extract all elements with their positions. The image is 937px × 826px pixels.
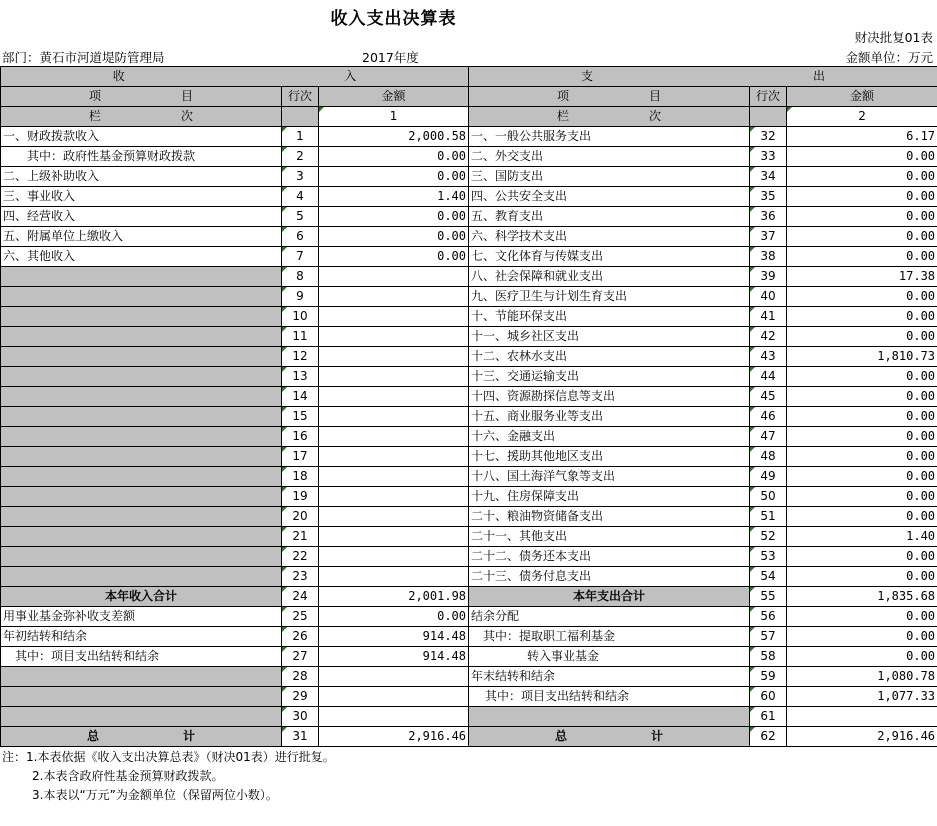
income-amount	[319, 327, 469, 347]
income-amount	[319, 687, 469, 707]
income-amount: 0.00	[319, 207, 469, 227]
income-amount: 0.00	[319, 167, 469, 187]
income-total-label-right: 计	[182, 729, 195, 743]
income-line-no: 17	[282, 447, 319, 467]
income-item-label: 六、其他收入	[1, 247, 282, 267]
expense-item-label: 七、文化体育与传媒支出	[469, 247, 750, 267]
expense-subtotal-label: 本年支出合计	[469, 587, 750, 607]
table-row	[1, 647, 937, 667]
income-amount: 914.48	[319, 627, 469, 647]
expense-item-label: 十、节能环保支出	[469, 307, 750, 327]
income-item-label	[1, 547, 282, 567]
expense-amount: 6.17	[787, 127, 937, 147]
income-section-header	[1, 67, 469, 87]
expense-amount: 0.00	[787, 247, 937, 267]
table-row	[1, 467, 937, 487]
expense-item-label: 二十一、其他支出	[469, 527, 750, 547]
expense-line-no: 51	[750, 507, 787, 527]
table-row	[1, 447, 937, 467]
table-row	[1, 267, 937, 287]
expense-amount: 1,080.78	[787, 667, 937, 687]
table-row	[1, 567, 937, 587]
expense-item-label: 十一、城乡社区支出	[469, 327, 750, 347]
table-row	[1, 367, 937, 387]
income-line-no: 5	[282, 207, 319, 227]
expense-item-label: 二十二、债务还本支出	[469, 547, 750, 567]
income-amount: 0.00	[319, 607, 469, 627]
expense-line-no: 34	[750, 167, 787, 187]
income-item-label	[1, 467, 282, 487]
expense-amount: 2,916.46	[787, 727, 937, 747]
header-row-column-index	[1, 107, 937, 127]
table-row	[1, 667, 937, 687]
expense-amount: 0.00	[787, 367, 937, 387]
footnotes	[2, 748, 335, 805]
income-line-no: 31	[282, 727, 319, 747]
expense-line-no: 40	[750, 287, 787, 307]
income-item-label	[1, 667, 282, 687]
expense-item-label: 二十、粮油物资储备支出	[469, 507, 750, 527]
table-row	[1, 407, 937, 427]
expense-line-no: 48	[750, 447, 787, 467]
income-line-no: 28	[282, 667, 319, 687]
income-amount	[319, 407, 469, 427]
income-item-label	[1, 707, 282, 727]
expense-section-header	[469, 67, 937, 87]
table-row	[1, 227, 937, 247]
expense-line-no: 43	[750, 347, 787, 367]
income-item-label: 其中：政府性基金预算财政拨款	[1, 147, 282, 167]
table-row	[1, 187, 937, 207]
income-line-no: 14	[282, 387, 319, 407]
income-item-label	[1, 487, 282, 507]
income-total-label-left: 总	[87, 729, 100, 743]
table-row	[1, 687, 937, 707]
expense-amount: 0.00	[787, 447, 937, 467]
income-amount	[319, 547, 469, 567]
expense-amount: 0.00	[787, 507, 937, 527]
income-col-label	[1, 107, 282, 127]
expense-left-char: 支	[581, 69, 594, 83]
expense-right-char: 出	[813, 69, 826, 83]
income-col-left: 栏	[89, 109, 102, 123]
expense-amount: 0.00	[787, 567, 937, 587]
currency-unit: 金额单位：万元	[845, 50, 933, 65]
income-line-no: 10	[282, 307, 319, 327]
income-col-right: 次	[180, 109, 193, 123]
income-amount: 914.48	[319, 647, 469, 667]
expense-total-label	[469, 727, 750, 747]
table-row	[1, 427, 937, 447]
expense-item-label	[469, 707, 750, 727]
footnote-3: 3.本表以“万元”为金额单位（保留两位小数）。	[32, 788, 278, 802]
expense-item-label: 十五、商业服务业等支出	[469, 407, 750, 427]
income-amount: 0.00	[319, 247, 469, 267]
expense-total-label-left: 总	[555, 729, 568, 743]
income-amount	[319, 307, 469, 327]
expense-line-no: 59	[750, 667, 787, 687]
income-line-no: 26	[282, 627, 319, 647]
expense-col-left: 栏	[557, 109, 570, 123]
income-line-no: 6	[282, 227, 319, 247]
income-line-no: 19	[282, 487, 319, 507]
expense-item-label: 十九、住房保障支出	[469, 487, 750, 507]
income-amount	[319, 287, 469, 307]
income-amount-header: 金额	[319, 87, 469, 107]
income-item-label	[1, 347, 282, 367]
income-item-label	[1, 267, 282, 287]
income-line-no: 22	[282, 547, 319, 567]
expense-col-blank	[750, 107, 787, 127]
income-expense-table	[0, 66, 937, 747]
income-line-no: 21	[282, 527, 319, 547]
income-line-no: 12	[282, 347, 319, 367]
report-title: 收入支出决算表	[330, 9, 457, 29]
income-line-no: 3	[282, 167, 319, 187]
expense-amount: 0.00	[787, 147, 937, 167]
table-row	[1, 167, 937, 187]
income-item-label	[1, 427, 282, 447]
table-row	[1, 607, 937, 627]
income-line-no: 16	[282, 427, 319, 447]
expense-line-no: 53	[750, 547, 787, 567]
income-item-label	[1, 527, 282, 547]
expense-item-label: 十二、农林水支出	[469, 347, 750, 367]
expense-item-right: 目	[649, 89, 662, 103]
expense-line-no: 60	[750, 687, 787, 707]
income-subtotal-label: 本年收入合计	[1, 587, 282, 607]
expense-amount: 1,077.33	[787, 687, 937, 707]
expense-amount: 0.00	[787, 307, 937, 327]
expense-line-no: 47	[750, 427, 787, 447]
income-amount: 0.00	[319, 227, 469, 247]
income-amount: 2,000.58	[319, 127, 469, 147]
expense-amount: 0.00	[787, 227, 937, 247]
income-item-label	[1, 307, 282, 327]
expense-amount: 1,810.73	[787, 347, 937, 367]
income-item-label: 其中：项目支出结转和结余	[1, 647, 282, 667]
expense-item-label: 九、医疗卫生与计划生育支出	[469, 287, 750, 307]
income-item-label	[1, 507, 282, 527]
expense-line-no: 50	[750, 487, 787, 507]
income-line-no: 25	[282, 607, 319, 627]
table-row	[1, 247, 937, 267]
expense-line-no: 54	[750, 567, 787, 587]
income-amount	[319, 707, 469, 727]
expense-amount: 0.00	[787, 487, 937, 507]
footnote-2: 2.本表含政府性基金预算财政拨款。	[32, 769, 224, 783]
expense-amount: 0.00	[787, 167, 937, 187]
income-total-label	[1, 727, 282, 747]
income-item-label	[1, 367, 282, 387]
expense-item-label: 年末结转和结余	[469, 667, 750, 687]
expense-line-no: 61	[750, 707, 787, 727]
income-item-label	[1, 327, 282, 347]
income-item-label	[1, 687, 282, 707]
table-row	[1, 347, 937, 367]
income-item-label: 五、附属单位上缴收入	[1, 227, 282, 247]
income-left-char: 收	[112, 69, 125, 83]
subtotal-row	[1, 587, 937, 607]
expense-amount: 0.00	[787, 187, 937, 207]
income-col-blank	[282, 107, 319, 127]
income-col-index: 1	[319, 107, 469, 127]
expense-item-label: 五、教育支出	[469, 207, 750, 227]
expense-col-right: 次	[649, 109, 662, 123]
income-amount	[319, 527, 469, 547]
income-line-no: 23	[282, 567, 319, 587]
income-item-label: 三、事业收入	[1, 187, 282, 207]
expense-line-no: 44	[750, 367, 787, 387]
total-row	[1, 727, 937, 747]
income-amount	[319, 267, 469, 287]
fiscal-year: 2017年度	[362, 50, 419, 65]
income-item-label: 一、财政拨款收入	[1, 127, 282, 147]
expense-line-no: 32	[750, 127, 787, 147]
income-right-char: 入	[344, 69, 357, 83]
expense-item-label: 八、社会保障和就业支出	[469, 267, 750, 287]
expense-total-label-right: 计	[651, 729, 664, 743]
income-line-no: 20	[282, 507, 319, 527]
expense-amount: 0.00	[787, 427, 937, 447]
expense-line-no: 36	[750, 207, 787, 227]
income-amount	[319, 667, 469, 687]
expense-amount: 0.00	[787, 547, 937, 567]
expense-amount: 0.00	[787, 207, 937, 227]
income-amount	[319, 447, 469, 467]
table-row	[1, 547, 937, 567]
table-row	[1, 527, 937, 547]
expense-line-no: 49	[750, 467, 787, 487]
expense-item-label: 四、公共安全支出	[469, 187, 750, 207]
expense-amount: 1,835.68	[787, 587, 937, 607]
income-item-label: 二、上级补助收入	[1, 167, 282, 187]
expense-amount: 0.00	[787, 627, 937, 647]
income-line-no: 4	[282, 187, 319, 207]
income-item-label: 年初结转和结余	[1, 627, 282, 647]
income-item-label	[1, 567, 282, 587]
income-amount	[319, 367, 469, 387]
income-amount	[319, 467, 469, 487]
expense-line-no: 37	[750, 227, 787, 247]
income-amount	[319, 427, 469, 447]
header-row-columns	[1, 87, 937, 107]
income-line-no: 30	[282, 707, 319, 727]
table-row	[1, 327, 937, 347]
expense-amount	[787, 707, 937, 727]
expense-col-label	[469, 107, 750, 127]
expense-line-no: 35	[750, 187, 787, 207]
expense-item-label: 其中：提取职工福利基金	[469, 627, 750, 647]
table-row	[1, 307, 937, 327]
expense-item-label: 十八、国土海洋气象等支出	[469, 467, 750, 487]
table-row	[1, 207, 937, 227]
expense-item-label: 二、外交支出	[469, 147, 750, 167]
income-amount	[319, 387, 469, 407]
income-line-no: 13	[282, 367, 319, 387]
expense-item-label: 一、一般公共服务支出	[469, 127, 750, 147]
income-item-right: 目	[180, 89, 193, 103]
expense-line-no: 38	[750, 247, 787, 267]
income-line-no: 24	[282, 587, 319, 607]
income-item-label	[1, 447, 282, 467]
income-line-no: 11	[282, 327, 319, 347]
expense-line-no: 42	[750, 327, 787, 347]
table-row	[1, 627, 937, 647]
income-amount: 1.40	[319, 187, 469, 207]
income-amount	[319, 507, 469, 527]
income-line-no: 18	[282, 467, 319, 487]
expense-amount: 0.00	[787, 327, 937, 347]
expense-item-label: 六、科学技术支出	[469, 227, 750, 247]
table-row	[1, 287, 937, 307]
income-line-no: 15	[282, 407, 319, 427]
income-item-label: 用事业基金弥补收支差额	[1, 607, 282, 627]
expense-amount: 0.00	[787, 467, 937, 487]
table-row	[1, 487, 937, 507]
expense-line-no: 55	[750, 587, 787, 607]
income-line-no: 29	[282, 687, 319, 707]
income-item-label: 四、经营收入	[1, 207, 282, 227]
expense-line-no: 56	[750, 607, 787, 627]
expense-item-label: 十四、资源勘探信息等支出	[469, 387, 750, 407]
header-row-section	[1, 67, 937, 87]
form-code: 财决批复01表	[854, 30, 933, 45]
expense-item-left: 项	[557, 89, 570, 103]
income-line-no-header: 行次	[282, 87, 319, 107]
expense-line-no: 57	[750, 627, 787, 647]
income-line-no: 9	[282, 287, 319, 307]
expense-item-label: 转入事业基金	[469, 647, 750, 667]
expense-line-no: 58	[750, 647, 787, 667]
department-label: 部门：黄石市河道堤防管理局	[2, 50, 165, 65]
footnote-1: 注：1.本表依据《收入支出决算总表》（财决01表）进行批复。	[2, 750, 335, 764]
income-item-label	[1, 387, 282, 407]
income-line-no: 8	[282, 267, 319, 287]
expense-item-label: 结余分配	[469, 607, 750, 627]
expense-col-index: 2	[787, 107, 937, 127]
income-amount	[319, 487, 469, 507]
income-line-no: 7	[282, 247, 319, 267]
expense-line-no-header: 行次	[750, 87, 787, 107]
income-item-header	[1, 87, 282, 107]
income-amount	[319, 347, 469, 367]
expense-amount-header: 金额	[787, 87, 937, 107]
expense-amount: 0.00	[787, 607, 937, 627]
income-line-no: 27	[282, 647, 319, 667]
expense-amount: 1.40	[787, 527, 937, 547]
income-item-label	[1, 407, 282, 427]
income-line-no: 2	[282, 147, 319, 167]
expense-line-no: 62	[750, 727, 787, 747]
expense-line-no: 46	[750, 407, 787, 427]
expense-item-label: 二十三、债务付息支出	[469, 567, 750, 587]
expense-line-no: 33	[750, 147, 787, 167]
expense-amount: 17.38	[787, 267, 937, 287]
income-amount: 0.00	[319, 147, 469, 167]
expense-item-label: 三、国防支出	[469, 167, 750, 187]
table-row	[1, 387, 937, 407]
table-row	[1, 507, 937, 527]
expense-item-label: 十七、援助其他地区支出	[469, 447, 750, 467]
income-item-label	[1, 287, 282, 307]
expense-amount: 0.00	[787, 647, 937, 667]
income-amount	[319, 567, 469, 587]
expense-line-no: 52	[750, 527, 787, 547]
expense-line-no: 45	[750, 387, 787, 407]
expense-item-label: 其中：项目支出结转和结余	[469, 687, 750, 707]
expense-item-label: 十三、交通运输支出	[469, 367, 750, 387]
expense-amount: 0.00	[787, 287, 937, 307]
expense-item-label: 十六、金融支出	[469, 427, 750, 447]
expense-amount: 0.00	[787, 387, 937, 407]
income-line-no: 1	[282, 127, 319, 147]
income-amount: 2,001.98	[319, 587, 469, 607]
expense-amount: 0.00	[787, 407, 937, 427]
income-item-left: 项	[89, 89, 102, 103]
income-amount: 2,916.46	[319, 727, 469, 747]
table-row	[1, 127, 937, 147]
expense-item-header	[469, 87, 750, 107]
table-row	[1, 707, 937, 727]
expense-line-no: 39	[750, 267, 787, 287]
table-row	[1, 147, 937, 167]
expense-line-no: 41	[750, 307, 787, 327]
